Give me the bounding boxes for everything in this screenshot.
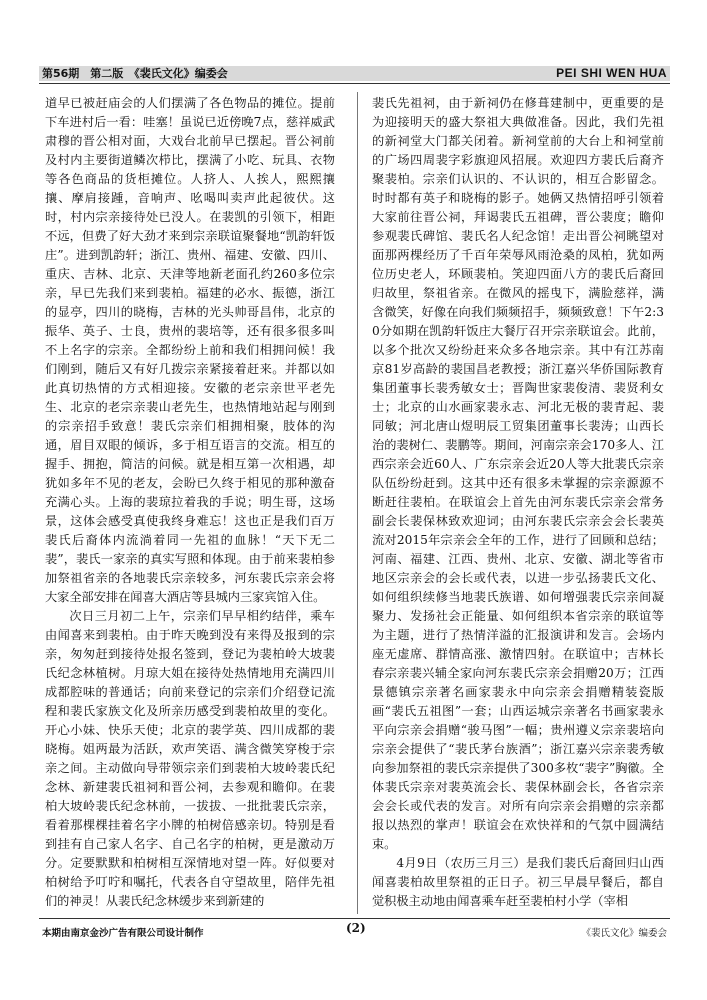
issue-info: 第56期 第二版 《裴氏文化》编委会 <box>42 67 228 80</box>
footer-editorial-board: 《裴氏文化》编委会 <box>581 928 667 939</box>
left-column <box>45 94 335 911</box>
right-paragraph-2: 4月9日（农历三月三）是我们裴氏后裔回归山西闻喜裴柏故里祭祖的正日子。初三早晨早餐后，都自觉积极主动地由闻喜乘车赶至裴柏村小学（宰相 <box>372 856 664 908</box>
header-rule <box>39 83 670 84</box>
footer-rule <box>39 918 670 919</box>
left-paragraph-1: 道早已被赶庙会的人们摆满了各色物品的摊位。提前下车进村后一看：哇塞！虽说已近傍晚7点，慈祥威武肃穆的晋公相对面，大戏台北前早已摆起。晋公祠前及村内主要街道鳞次栉比，摆满了小吃、玩具、衣物等各色商品的货柜摊位。人挤人、人挨人，熙熙攘攘、摩肩接踵，音响声、吆喝叫卖声此起彼伏。这时，村内宗亲接待处已没人。在裴凯的引领下，相距不远，但费了好大劲才来到宗亲联谊聚餐地“凯韵轩饭庄”。进到凯韵轩；浙江、贵州、福建、安徽、四川、重庆、吉林、北京、天津等地新老面孔约260多位宗亲，早已先我们来到裴柏。福建的必水、振德，浙江的显亭，四川的晓梅，吉林的光头帅哥昌伟，北京的振华、英子、士良，贵州的裴培等，还有很多很多叫不上名字的宗亲。全都纷纷上前和我们相拥问候！我们刚到，随后又有好几拨宗亲紧接着赶来。并都以如此真切热情的方式相迎接。安徽的老宗亲世平老先生、北京的老宗亲裴山老先生，也热情地站起与刚到的宗亲招手致意！裴氏宗亲们相拥相聚，肢体的沟通，眉目双眼的倾诉，多于相互语言的交流。相互的握手、拥抱，简洁的问候。就是相互第一次相遇，却犹如多年不见的老友，会盼已久终于相见的那种激奋充满心头。上海的裴琼拉着我的手说；明生哥，这场景，这体会感受真使我终身难忘！这也正是我们百万裴氏后裔体内流淌着同一先祖的血脉！“天下无二裴”，裴氏一家亲的真实写照和体现。由于前来裴柏参加祭祖省亲的各地裴氏宗亲较多，河东裴氏宗亲会将大家全部安排在闻喜大酒店等县城内三家宾馆入住。 <box>45 96 335 604</box>
column-divider <box>357 92 358 914</box>
page-number: (2) <box>346 921 366 935</box>
footer-credit: 本期由南京金沙广告有限公司设计制作 <box>42 928 204 939</box>
publication-pinyin-title: PEI SHI WEN HUA <box>556 66 667 80</box>
right-column <box>372 94 664 911</box>
right-paragraph-1: 裴氏先祖祠，由于新祠仍在修葺建制中，更重要的是为迎接明天的盛大祭祖大典做准备。因此，我们先祖的新祠堂大门都关闭着。新祠堂前的大台上和祠堂前的广场四周裴字彩旗迎风招展。欢迎四方裴氏后裔齐聚裴柏。宗亲们认识的、不认识的，相互合影留念。时时都有英子和晓梅的影子。她俩又热情招呼引领着大家前往晋公祠，拜谒裴氏五祖碑，晋公裴度；瞻仰参观裴氏碑馆、裴氏名人纪念馆！走出晋公祠眺望对面那两棵经历了千百年荣辱风雨沧桑的凤柏，犹如两位历史老人，环顾裴柏。笑迎四面八方的裴氏后裔回归故里，祭祖省亲。在微风的摇曳下，满脸慈祥，满含微笑，好像在向我们频频招手，频频致意！下午2:30分如期在凯韵轩饭庄大餐厅召开宗亲联谊会。此前，以多个批次又纷纷赶来众多各地宗亲。其中有江苏南京81岁高龄的裴国昌老教授；浙江嘉兴华侨国际教育集团董事长裴秀敏女士；晋陶世家裴俊清、裴贤利女士；北京的山水画家裴永志、河北无极的裴青起、裴同敏；河北唐山煜明辰工贸集团董事长裴涛；山西长治的裴树仁、裴鹏等。期间，河南宗亲会170多人、江西宗亲会近60人、广东宗亲会近20人等大批裴氏宗亲队伍纷纷赶到。这其中还有很多未掌握的宗亲源源不断赶往裴柏。在联谊会上首先由河东裴氏宗亲会常务副会长裴保林致欢迎词；由河东裴氏宗亲会会长裴英流对2015年宗亲会全年的工作，进行了回顾和总结；河南、福建、江西、贵州、北京、安徽、湖北等省市地区宗亲会的会长或代表，以进一步弘扬裴氏文化、如何组织续修当地裴氏族谱、如何增强裴氏宗亲间凝聚力、发扬社会正能量、如何组织本省宗亲的联谊等为主题，进行了热情洋溢的汇报演讲和发言。会场内座无虚席、群情高涨、激情四射。在联谊中；吉林长春宗亲裴兴辅全家向河东裴氏宗亲会捐赠20万；江西景德镇宗亲著名画家裴永中向宗亲会捐赠精装瓷版画“裴氏五祖图”一套；山西运城宗亲著名书画家裴永平向宗亲会捐赠“骏马图”一幅；贵州遵义宗亲裴培向宗亲会提供了“裴氏茅台族酒”；浙江嘉兴宗亲裴秀敏向参加祭祖的裴氏宗亲提供了300多枚“裴字”胸徽。全体裴氏宗亲对裴英流会长、裴保林副会长，各省宗亲会会长或代表的发言。对所有向宗亲会捐赠的宗亲都报以热烈的掌声！联谊会在欢快祥和的气氛中圆满结束。 <box>372 96 664 851</box>
left-paragraph-2: 次日三月初二上午，宗亲们早早相约结伴，乘车由闻喜来到裴柏。由于昨天晚到没有来得及报到的宗亲，匆匆赶到接待处报名签到，登记为裴柏岭大坡裴氏纪念林植树。月琼大姐在接待处热情地用充满四川成都腔味的普通话；向前来登记的宗亲们介绍登记流程和裴氏家族文化及所亲历感受到裴柏故里的变化。开心小妹、快乐天使；北京的裴学英、四川成都的裴晓梅。姐两最为活跃，欢声笑语、满含微笑穿梭于宗亲之间。主动做向导带领宗亲们到裴柏大坡岭裴氏纪念林、新建裴氏祖祠和晋公祠，去参观和瞻仰。在裴柏大坡岭裴氏纪念林前，一拔拔、一批批裴氏宗亲，看着那棵棵挂着名字小牌的柏树倍感亲切。特别是看到挂有自己家人名字、自己名字的柏树，更是激动万分。定要默默和柏树相互深情地对望一阵。好似要对柏树给予叮咛和嘱托，代表各自守望故里，陪伴先祖们的神灵！从裴氏纪念林缓步来到新建的 <box>45 609 335 908</box>
